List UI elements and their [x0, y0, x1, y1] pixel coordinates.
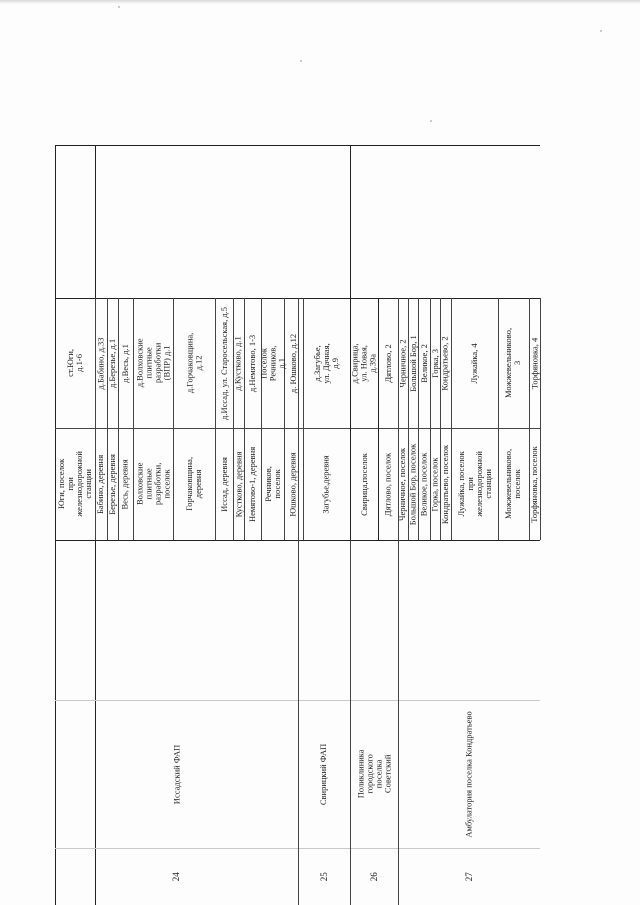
settlement-address-cell	[107, 298, 118, 428]
settlement-address-cell	[258, 298, 286, 428]
row-number-cell	[298, 848, 350, 905]
settlement-name-cell	[284, 428, 303, 540]
settlement-name: Торфяновка, поселок	[529, 445, 540, 523]
settlement-name: Юги, поселок при железнодорожной станции	[56, 451, 93, 517]
settlement-name-cell	[107, 428, 118, 540]
settlement-address: Лужайка, 4	[469, 342, 480, 384]
row-number: 26	[368, 872, 379, 881]
settlement-address-cell	[418, 298, 430, 428]
row-number: 25	[318, 872, 329, 881]
settlement-name-cell	[55, 428, 95, 540]
settlement-address: Поселок Речников, д.1	[258, 345, 286, 381]
settlement-address: д. Юшково, д.12	[288, 333, 299, 393]
settlement-name: Речников, поселок	[262, 466, 282, 502]
settlement-address: д.Иссад, ул. Старосельская, д.5	[218, 306, 229, 420]
settlement-address: Большой Бор, 1	[407, 334, 418, 392]
scan-speck	[118, 6, 120, 8]
settlement-name-cell	[408, 428, 418, 540]
settlement-address-cell	[350, 298, 378, 428]
settlement-name: Лужайка, поселок при железнодорожной станции	[455, 451, 493, 517]
settlement-name: Великое, поселок	[418, 452, 429, 516]
settlement-address-cell	[215, 298, 233, 428]
settlement-address-cell	[529, 298, 540, 428]
organization-cell	[298, 700, 350, 848]
settlement-name: Свирица,поселок	[358, 452, 369, 516]
settlement-name: Горчаковщина, деревня	[184, 456, 204, 512]
settlement-address: Черничное, 2	[397, 338, 408, 388]
settlement-name-cell	[418, 428, 430, 540]
settlement-name: Весь, деревня	[120, 458, 131, 510]
settlement-address: ст.Юги, д.1-6	[65, 349, 84, 377]
settlement-name: Горка, поселок	[429, 457, 440, 511]
settlement-name-cell	[233, 428, 244, 540]
organization-cell	[55, 700, 298, 848]
settlement-address: д.Березье, д.1	[107, 338, 118, 388]
settlement-row-divider	[540, 298, 541, 540]
table-top-border	[55, 145, 540, 146]
settlement-address-cell	[233, 298, 244, 428]
settlement-name: Березье, деревня	[107, 453, 118, 515]
settlement-address-cell	[498, 298, 529, 428]
settlement-address-cell	[451, 298, 498, 428]
settlement-name-cell	[350, 428, 378, 540]
settlement-address: д.Немятово, 1-3	[247, 334, 258, 392]
organization-name: Свирицкий ФАП	[318, 743, 329, 805]
settlement-address-cell	[398, 298, 408, 428]
settlement-address: Кондратьево, 2	[440, 335, 451, 391]
settlement-address-cell	[95, 298, 107, 428]
settlement-address: д.Бабино, д.33	[95, 337, 106, 389]
settlement-address: Дятлово, 2	[382, 343, 393, 383]
settlement-name: Большой Бор, поселок	[407, 443, 418, 525]
settlement-name: Кустково, деревня	[233, 451, 244, 517]
settlement-address: Великое, 2	[418, 343, 429, 383]
settlement-name-cell	[118, 428, 133, 540]
settlement-name: Кондратьево, поселок	[440, 444, 451, 524]
settlement-address: Торфяновка, 4	[529, 337, 540, 389]
settlement-name-cell	[261, 428, 284, 540]
settlement-name-cell	[95, 428, 107, 540]
settlement-name-cell	[430, 428, 440, 540]
settlement-address-cell	[173, 298, 215, 428]
settlement-name: Бабино, деревня	[95, 454, 106, 514]
settlement-address: Можжевельниково, 3	[503, 327, 523, 399]
settlement-name: Дятлово, поселок	[382, 452, 393, 516]
settlement-address: д.Кустково, д.1	[233, 335, 244, 391]
settlement-name: Черничное, поселок	[397, 447, 408, 521]
settlement-name-cell	[173, 428, 215, 540]
scan-speck	[300, 60, 302, 62]
settlement-address-cell	[303, 298, 350, 428]
settlement-address-cell	[378, 298, 398, 428]
settlement-address-cell	[430, 298, 440, 428]
settlement-name-cell	[244, 428, 261, 540]
settlement-address-cell	[408, 298, 418, 428]
scan-speck	[430, 120, 432, 122]
settlement-name: Иссад, деревня	[218, 456, 229, 512]
settlement-name: Можжевельниково, поселок	[503, 448, 523, 520]
settlement-name-cell	[440, 428, 451, 540]
row-number-cell	[55, 848, 298, 905]
settlement-name-cell	[215, 428, 233, 540]
settlement-address: д.Горчаковщина, д.12	[184, 332, 203, 394]
row-number-cell	[398, 848, 540, 905]
settlement-name-cell	[133, 428, 173, 540]
settlement-address-cell	[55, 298, 95, 428]
settlement-address-cell	[440, 298, 451, 428]
organization-cell	[398, 700, 540, 848]
settlement-address: д.Весь, д.1	[120, 343, 131, 383]
organization-name: Поликлиника городского поселка Советский	[355, 749, 392, 799]
organization-name: Иссадский ФАП	[171, 744, 182, 804]
settlement-name-cell	[529, 428, 540, 540]
settlement-name-cell	[378, 428, 398, 540]
settlement-name: Юшково, деревня	[288, 451, 299, 517]
settlement-address: д.Загубье, ул. Дачная, д.9	[312, 342, 340, 384]
settlement-address: Горка, 3	[429, 348, 440, 378]
settlement-address-cell	[118, 298, 133, 428]
organization-cell	[350, 700, 398, 848]
scan-speck	[600, 30, 602, 32]
settlement-name: Немятово-1, деревня	[247, 446, 258, 522]
settlement-name-cell	[498, 428, 529, 540]
settlement-name: Волховские плитные разработки, поселок	[134, 462, 171, 506]
organization-name: Амбулатория поселка Кондратьево	[463, 710, 474, 838]
settlement-address: д.Свирица, ул. Новая, д.39а	[349, 343, 378, 383]
settlement-address-cell	[133, 298, 173, 428]
settlement-name-cell	[303, 428, 350, 540]
row-number: 27	[463, 872, 474, 881]
settlement-address: д.Волховские плитные разработки (ВПР) д.1	[134, 338, 171, 388]
row-number-cell	[350, 848, 398, 905]
settlement-name-cell	[451, 428, 498, 540]
row-number: 24	[170, 872, 181, 881]
settlement-address-cell	[284, 298, 303, 428]
settlement-name: Загубье,деревня	[321, 454, 332, 514]
scan-edge	[0, 0, 640, 4]
